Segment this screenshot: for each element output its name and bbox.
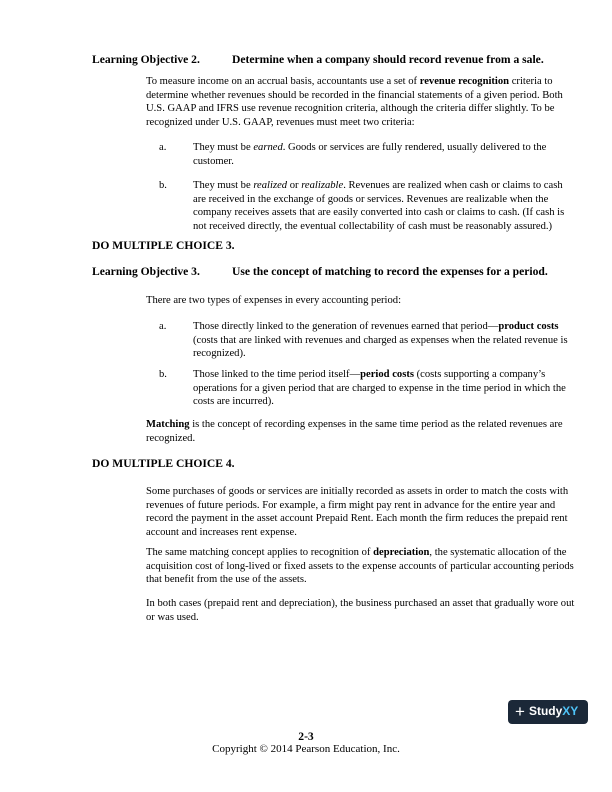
list-letter: a. bbox=[159, 142, 167, 153]
badge-study: Study bbox=[528, 704, 563, 719]
list-letter: b. bbox=[159, 369, 167, 380]
list-letter: b. bbox=[159, 180, 167, 191]
lo2-number: Learning Objective 2. bbox=[92, 53, 200, 66]
product-costs-term: product costs bbox=[498, 321, 559, 332]
lo3-expense-type-b-text bbox=[193, 368, 578, 409]
lo2-intro-text: To measure income on an accrual basis, accountants use a set of bbox=[146, 76, 420, 87]
lo2-title: Determine when a company should record revenue from a sale. bbox=[232, 53, 544, 66]
text-run: or bbox=[287, 180, 302, 191]
matching-definition bbox=[146, 418, 578, 445]
earned-term: earned bbox=[253, 142, 283, 153]
list-letter: a. bbox=[159, 321, 167, 332]
lo3-expense-type-a-text bbox=[193, 320, 578, 361]
lo2-intro-text-rest: criteria to determine whether revenues should be recorded in the financial statements of a given period. Both U.S. GAAP and IFRS use revenue recognition criteria, although the criteria differ slightly. To be recognized under U.S. GAAP, revenues must meet two criteria: bbox=[146, 76, 563, 128]
text-run: is the concept of recording expenses in the same time period as the related revenues are recognized. bbox=[146, 419, 563, 444]
text-run: , the systematic allocation of the acquisition cost of long-lived or fixed assets to the expense accounts of particular accounting periods that benefit from the use of the assets. bbox=[146, 547, 574, 586]
lo2-criterion-a bbox=[146, 141, 578, 168]
studyxy-badge bbox=[508, 700, 588, 724]
multiple-choice-3-heading: DO MULTIPLE CHOICE 3. bbox=[92, 239, 235, 252]
period-costs-term: period costs bbox=[360, 369, 414, 380]
lo3-number: Learning Objective 3. bbox=[92, 265, 200, 278]
realized-term: realized bbox=[253, 180, 288, 191]
copyright-notice: Copyright © 2014 Pearson Education, Inc. bbox=[212, 743, 400, 755]
lo2-criterion-b bbox=[146, 179, 578, 233]
badge-label bbox=[529, 705, 578, 719]
depreciation-term: depreciation bbox=[373, 547, 430, 558]
lo2-criterion-a-text bbox=[193, 141, 578, 168]
multiple-choice-4-heading: DO MULTIPLE CHOICE 4. bbox=[92, 457, 235, 470]
prepaid-paragraph: Some purchases of goods or services are initially recorded as assets in order to match the costs with revenues of future periods. For example, a firm might pay rent in advance for the entire year and record the payment in the asset account Prepaid Rent. Each month the firm reduces the prepaid rent account and increases rent expense. bbox=[146, 486, 569, 538]
depreciation-paragraph bbox=[146, 546, 578, 587]
text-run: . Revenues are realized when cash or claims to cash are received in the exchange of goods or services. Revenues are realizable when the company receives assets that are easily converted into cash or claims to cash. (If cash is not received directly, the eventual collectability of cash must be reasonably assured.) bbox=[193, 180, 565, 232]
lo3-expense-type-a bbox=[146, 320, 578, 361]
revenue-recognition-term: revenue recognition bbox=[419, 76, 510, 87]
lo2-intro bbox=[146, 75, 578, 129]
text-run: Those directly linked to the generation of revenues earned that period— bbox=[193, 321, 499, 332]
matching-term: Matching bbox=[146, 419, 190, 430]
realizable-term: realizable bbox=[301, 180, 344, 191]
lo2-heading bbox=[92, 53, 544, 67]
lo3-intro: There are two types of expenses in every accounting period: bbox=[146, 295, 402, 306]
lo3-heading bbox=[92, 265, 548, 279]
text-run: . Goods or services are fully rendered, usually delivered to the customer. bbox=[193, 142, 547, 167]
lo3-title: Use the concept of matching to record the expenses for a period. bbox=[232, 265, 548, 278]
lo3-expense-type-b bbox=[146, 368, 578, 409]
text-run: The same matching concept applies to recognition of bbox=[146, 547, 374, 558]
text-run: (costs that are linked with revenues and charged as expenses when the related revenue is recognized). bbox=[193, 334, 568, 360]
text-run: They must be bbox=[193, 142, 254, 153]
summary-paragraph: In both cases (prepaid rent and depreciation), the business purchased an asset that gradually wore out or was used. bbox=[146, 598, 575, 623]
lo2-criterion-b-text bbox=[193, 179, 578, 233]
text-run: (costs supporting a company’s operations for a given period that are charged to expense in the time period in which the costs are incurred). bbox=[193, 369, 566, 408]
page-number: 2-3 bbox=[298, 730, 314, 743]
text-run: They must be bbox=[193, 180, 254, 191]
badge-xy: XY bbox=[562, 704, 579, 719]
text-run: Those linked to the time period itself— bbox=[193, 369, 361, 380]
plus-icon: + bbox=[515, 702, 525, 721]
